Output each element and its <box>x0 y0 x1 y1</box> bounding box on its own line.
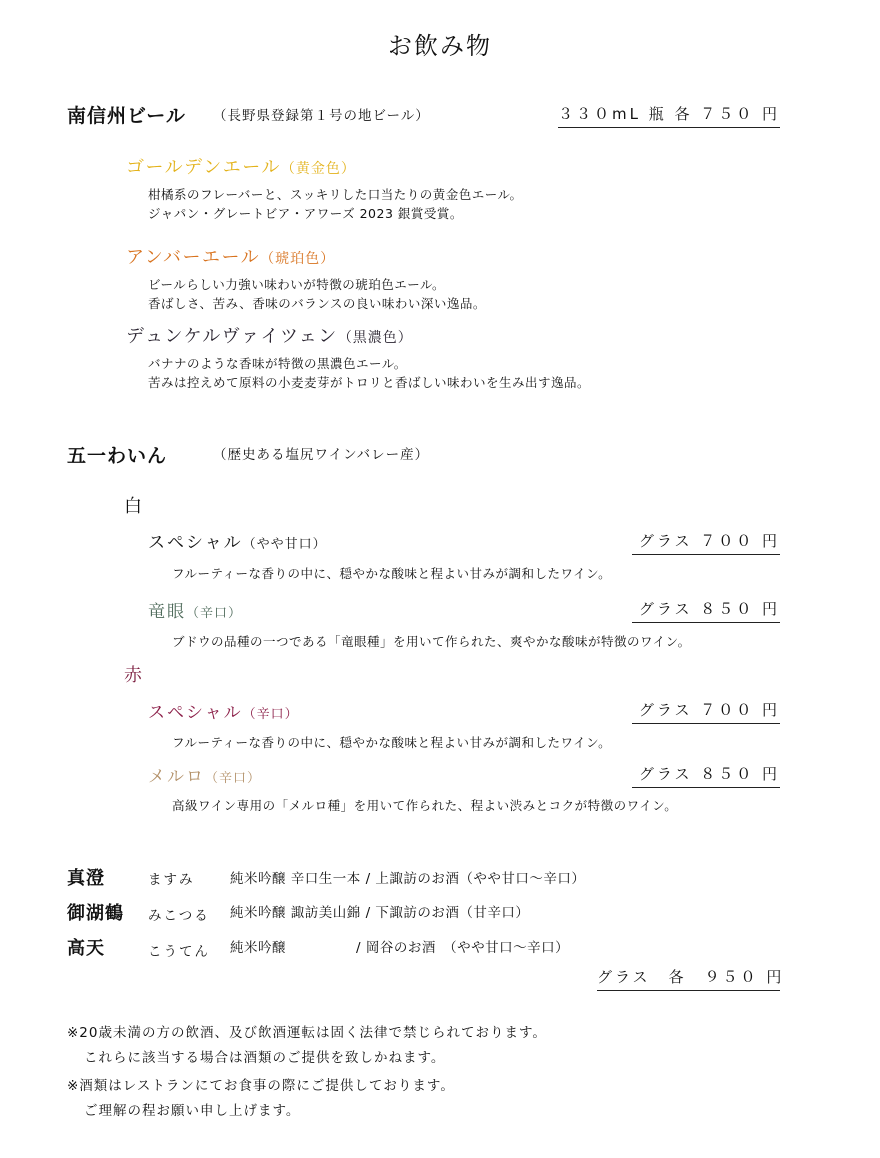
wine-sub: （辛口） <box>242 707 299 722</box>
sake-name: 真澄 <box>67 868 105 889</box>
wine-desc: 高級ワイン専用の「メルロ種」を用いて作られた、程よい渋みとコクが特徴のワイン。 <box>172 798 678 813</box>
sake-price: グラス 各 ９５０ 円 <box>597 966 780 991</box>
desc-line: ジャパン・グレートビア・アワーズ 2023 銀賞受賞。 <box>148 206 463 221</box>
wine-sub: （辛口） <box>205 771 262 786</box>
desc-line: 香ばしさ、苦み、香味のバランスの良い味わい深い逸品。 <box>148 296 486 311</box>
beer-name: アンバーエール <box>126 247 261 268</box>
sake-reading: こうてん <box>148 944 210 960</box>
sake-reading: みこつる <box>148 908 210 924</box>
wine-price: グラス ８５０ 円 <box>632 763 780 788</box>
wine-red-special <box>148 698 299 723</box>
beer-desc-golden <box>148 185 523 223</box>
sake-desc: 純米吟醸 諏訪美山錦 / 下諏訪のお酒（甘辛口） <box>230 905 530 921</box>
desc-line: ビールらしい力強い味わいが特徴の琥珀色エール。 <box>148 277 446 292</box>
wine-sub: （やや甘口） <box>242 537 327 552</box>
wine-red-label: 赤 <box>124 665 142 686</box>
wine-desc: フルーティーな香りの中に、穏やかな酸味と程よい甘みが調和したワイン。 <box>172 735 612 750</box>
sake-name: 高天 <box>67 938 105 959</box>
sake-desc: 純米吟醸 辛口生一本 / 上諏訪のお酒（やや甘口～辛口） <box>230 871 586 887</box>
wine-red-merlot <box>148 762 261 787</box>
beer-item-amber <box>126 243 335 269</box>
wine-name: スペシャル <box>148 703 243 723</box>
wine-white-ryugan <box>148 597 242 622</box>
sake-reading: ますみ <box>148 872 195 888</box>
wine-heading: 五一わいん <box>67 445 168 467</box>
wine-name: スペシャル <box>148 533 243 553</box>
beer-price: ３３０mL 瓶 各 ７５０ 円 <box>558 103 780 128</box>
beer-item-dunkel <box>126 322 413 348</box>
beer-desc-dunkel <box>148 354 590 392</box>
beer-sub: （琥珀色） <box>260 251 336 267</box>
wine-price: グラス ７００ 円 <box>632 530 780 555</box>
wine-desc: ブドウの品種の一つである「竜眼種」を用いて作られた、爽やかな酸味が特徴のワイン。 <box>172 634 691 649</box>
beer-note: （長野県登録第１号の地ビール） <box>213 108 430 124</box>
beer-desc-amber <box>148 275 486 313</box>
wine-note: （歴史ある塩尻ワインバレー産） <box>213 447 430 463</box>
beer-sub: （黄金色） <box>280 161 356 177</box>
wine-price: グラス ７００ 円 <box>632 699 780 724</box>
wine-desc: フルーティーな香りの中に、穏やかな酸味と程よい甘みが調和したワイン。 <box>172 566 612 581</box>
notice-underage: ※20歳未満の方の飲酒、及び飲酒運転は固く法律で禁じられております。 <box>67 1025 547 1041</box>
page-title: お飲み物 <box>388 32 492 60</box>
wine-name: メルロ <box>148 767 205 787</box>
beer-sub: （黒濃色） <box>337 330 413 346</box>
desc-line: 苦みは控えめて原料の小麦麦芽がトロリと香ばしい味わいを生み出す逸品。 <box>148 375 591 390</box>
notice-restaurant-cont: ご理解の程お願い申し上げます。 <box>84 1103 301 1119</box>
wine-white-label: 白 <box>124 496 142 517</box>
desc-line: バナナのような香味が特徴の黒濃色エール。 <box>148 356 407 371</box>
sake-name: 御湖鶴 <box>67 903 124 924</box>
beer-name: ゴールデンエール <box>126 157 281 178</box>
wine-price: グラス ８５０ 円 <box>632 598 780 623</box>
beer-name: デュンケルヴァイツェン <box>126 326 338 347</box>
sake-desc: 純米吟醸 / 岡谷のお酒 （やや甘口～辛口） <box>230 940 570 956</box>
wine-sub: （辛口） <box>186 606 243 621</box>
notice-underage-cont: これらに該当する場合は酒類のご提供を致しかねます。 <box>84 1050 446 1066</box>
beer-item-golden <box>126 153 356 179</box>
desc-line: 柑橘系のフレーバーと、スッキリした口当たりの黄金色エール。 <box>148 187 523 202</box>
beer-heading: 南信州ビール <box>67 105 186 127</box>
wine-white-special <box>148 528 327 553</box>
notice-restaurant: ※酒類はレストランにてお食事の際にご提供しております。 <box>67 1078 455 1094</box>
wine-name: 竜眼 <box>148 602 186 622</box>
